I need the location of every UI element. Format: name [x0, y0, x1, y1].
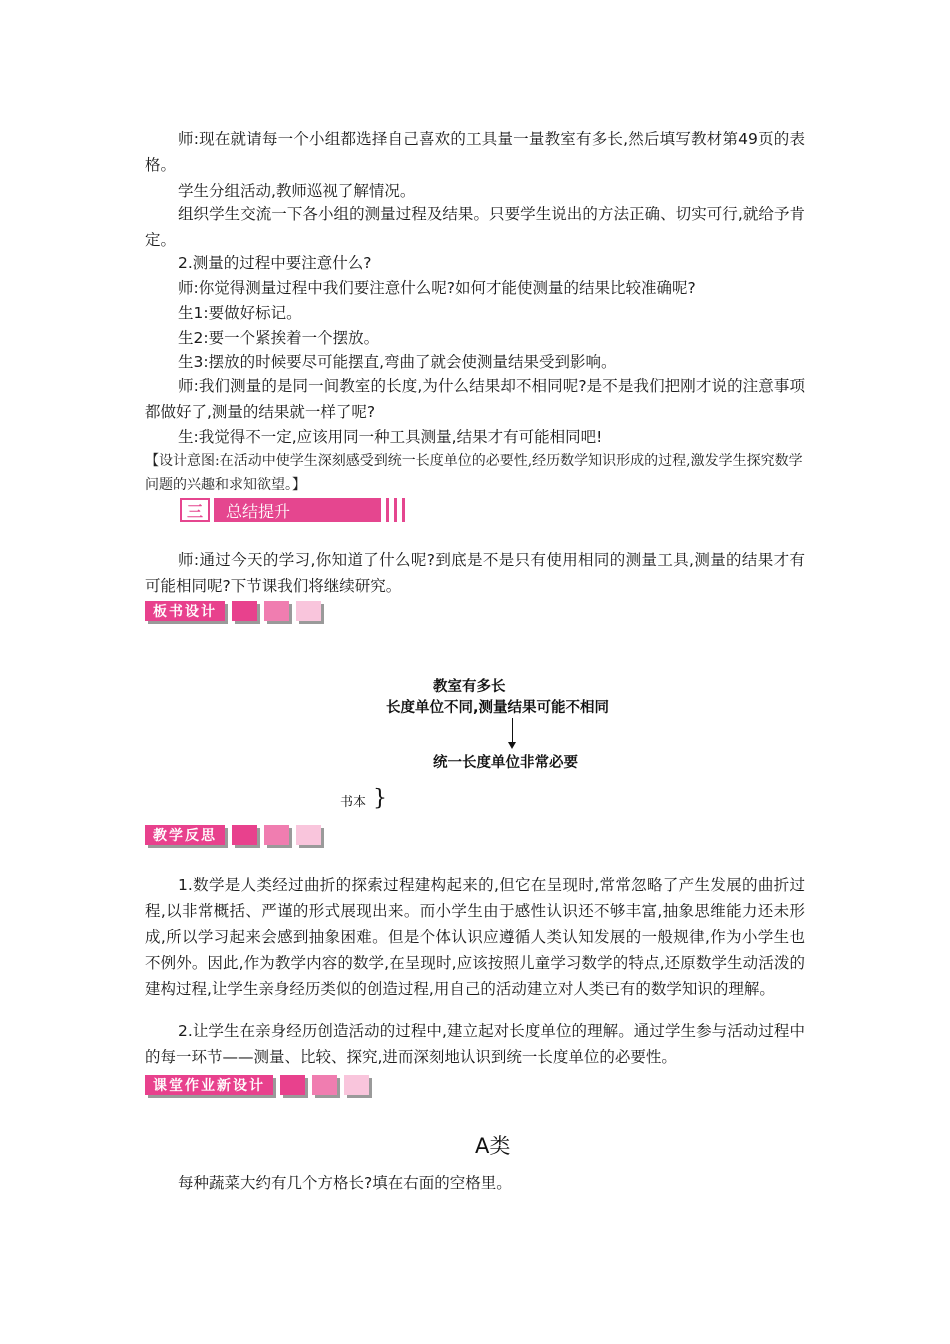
board-item: 书本: [340, 795, 367, 810]
paragraph: 学生分组活动,教师巡视了解情况。: [178, 182, 416, 200]
decor-square: [264, 825, 289, 845]
reflection-label-bar: [145, 824, 321, 846]
board-brace: }: [373, 786, 387, 811]
section-number: 三: [180, 498, 210, 522]
homework-label: 课堂作业新设计: [145, 1075, 273, 1095]
decor-square: [312, 1075, 337, 1095]
board-design-label-bar: [145, 600, 321, 622]
class-a-instruction: 每种蔬菜大约有几个方格长?填在右面的空格里。: [178, 1174, 512, 1192]
board-line-2: 统一长度单位非常必要: [433, 754, 578, 771]
class-a-heading: A类: [475, 1134, 511, 1158]
board-title: 教室有多长: [433, 679, 506, 695]
board-design-label: 板书设计: [145, 601, 225, 621]
homework-label-bar: [145, 1074, 369, 1096]
board-arrow: [512, 718, 513, 744]
decor-square: [264, 601, 289, 621]
paragraph: 师:你觉得测量过程中我们要注意什么呢?如何才能使测量的结果比较准确呢?: [178, 279, 696, 297]
reflection-label: 教学反思: [145, 825, 225, 845]
reflection-paragraph: 2.让学生在亲身经历创造活动的过程中,建立起对长度单位的理解。通过学生参与活动过程中的每一环节——测量、比较、探究,进而深刻地认识到统一长度单位的必要性。: [145, 1022, 805, 1066]
decor-square: [232, 601, 257, 621]
section-heading: [180, 498, 405, 522]
decor-square: [280, 1075, 305, 1095]
summary-paragraph: 师:通过今天的学习,你知道了什么呢?到底是不是只有使用相同的测量工具,测量的结果才有可能相同呢?下节课我们将继续研究。: [145, 551, 805, 595]
design-intent-note: 【设计意图:在活动中使学生深刻感受到统一长度单位的必要性,经历数学知识形成的过程,激发学生探究数学问题的兴趣和求知欲望。】: [145, 453, 803, 493]
decor-square: [344, 1075, 369, 1095]
paragraph: 生2:要一个紧挨着一个摆放。: [178, 329, 380, 347]
paragraph: 生3:摆放的时候要尽可能摆直,弯曲了就会使测量结果受到影响。: [178, 353, 617, 371]
decor-square: [296, 601, 321, 621]
section-title: 总结提升: [216, 498, 381, 522]
paragraph: 师:现在就请每一个小组都选择自己喜欢的工具量一量教室有多长,然后填写教材第49页的表格。: [145, 130, 805, 174]
paragraph: 生:我觉得不一定,应该用同一种工具测量,结果才有可能相同吧!: [178, 428, 603, 446]
section-tail-stripes: [381, 498, 405, 522]
decor-square: [296, 825, 321, 845]
paragraph: 生1:要做好标记。: [178, 304, 302, 322]
decor-square: [232, 825, 257, 845]
board-line-1: 长度单位不同,测量结果可能不相同: [386, 700, 610, 716]
paragraph: 师:我们测量的是同一间教室的长度,为什么结果却不相同呢?是不是我们把刚才说的注意事项都做好了,测量的结果就一样了呢?: [145, 377, 805, 421]
board-arrow-head: [508, 742, 516, 749]
paragraph: 组织学生交流一下各小组的测量过程及结果。只要学生说出的方法正确、切实可行,就给予肯定。: [145, 205, 805, 249]
reflection-paragraph: 1.数学是人类经过曲折的探索过程建构起来的,但它在呈现时,常常忽略了产生发展的曲折过程,以非常概括、严谨的形式展现出来。而小学生由于感性认识还不够丰富,抽象思维能力还未形成,所以学习起来会感到抽象困难。但是个体认识应遵循人类认知发展的一般规律,作为小学生也不例外。因此,作为教学内容的数学,在呈现时,应该按照儿童学习数学的特点,还原数学生动活泼的建构过程,让学生亲身经历类似的创造过程,用自己的活动建立对人类已有的数学知识的理解。: [145, 876, 805, 998]
paragraph: 2.测量的过程中要注意什么?: [178, 254, 372, 272]
